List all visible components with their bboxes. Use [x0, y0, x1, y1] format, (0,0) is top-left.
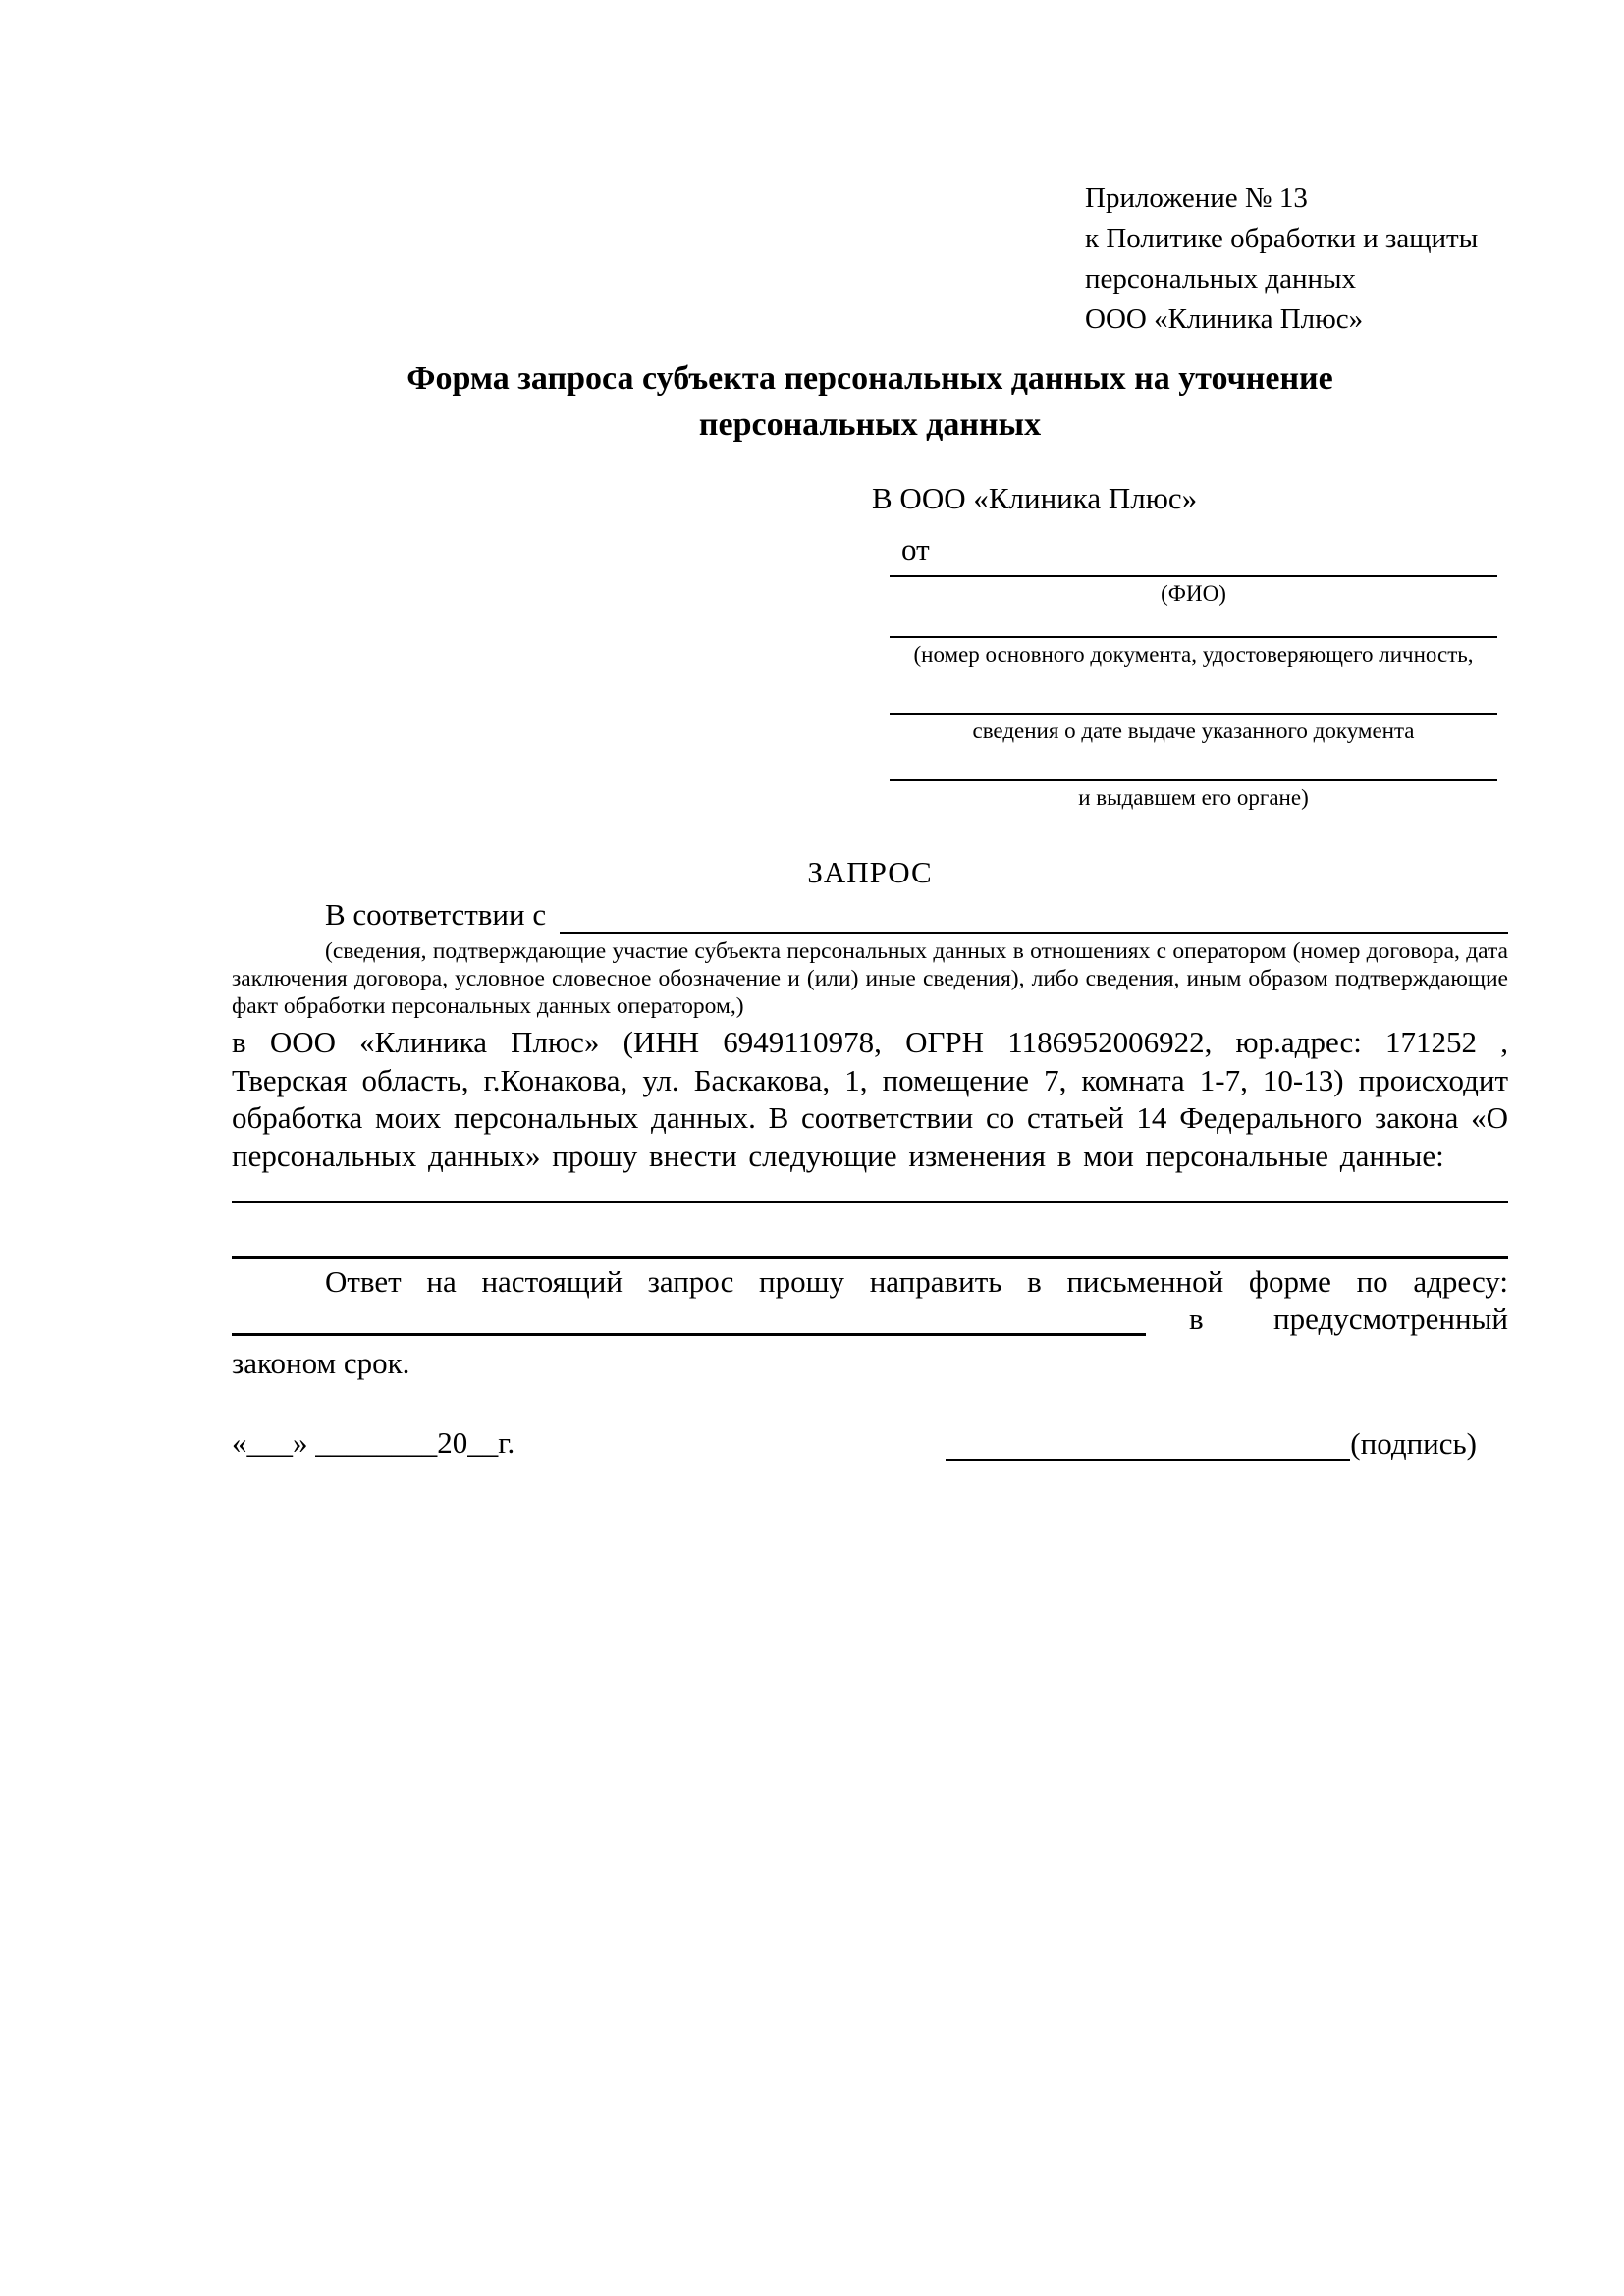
issuing-authority-blank[interactable] — [890, 744, 1497, 781]
issue-date-blank[interactable] — [890, 667, 1497, 715]
issue-date-field — [890, 667, 1497, 744]
page-title-line: персональных данных — [698, 406, 1042, 443]
page-title-line: Форма запроса субъекта персональных данных на уточнение — [406, 360, 1333, 397]
fio-field — [890, 569, 1497, 607]
issuing-authority-caption: и выдавшем его органе) — [1078, 785, 1309, 810]
date-field[interactable]: «___» ________20__г. — [232, 1425, 515, 1460]
changes-blank-line-1[interactable] — [232, 1201, 1508, 1203]
page-title — [232, 355, 1508, 448]
fio-blank[interactable] — [890, 569, 1497, 577]
appendix-block — [1085, 179, 1478, 340]
signature-field — [946, 1427, 1477, 1461]
issue-date-caption: сведения о дате выдаче указанного документа — [972, 719, 1415, 743]
accordance-footnote: (сведения, подтверждающие участие субъекта персональных данных в отношениях с оператором (номер договора, дата заключения договора, условное словесное обозначение и (или) иные сведения), либо сведения, иным образом подтверждающие факт обработки персональных данных оператором,) — [232, 938, 1508, 1019]
document-number-field — [890, 607, 1497, 667]
appendix-line: к Политике обработки и защиты — [1085, 223, 1479, 254]
document-number-blank[interactable] — [890, 607, 1497, 638]
accordance-row — [232, 893, 1508, 934]
request-section — [232, 854, 1508, 1461]
fio-caption: (ФИО) — [1161, 581, 1226, 606]
date-signature-row — [232, 1425, 1508, 1461]
answer-term-line: законом срок. — [232, 1346, 410, 1380]
addressee-from-label: от — [901, 532, 930, 566]
signature-caption: (подпись) — [1350, 1426, 1477, 1461]
document-number-caption: (номер основного документа, удостоверяющего личность, — [913, 642, 1474, 667]
appendix-line: Приложение № 13 — [1085, 183, 1308, 214]
appendix-line: ООО «Клиника Плюс» — [1085, 303, 1364, 335]
answer-address-line: Ответ на настоящий запрос прошу направить в письменной форме по адресу: — [325, 1264, 1508, 1299]
accordance-label: В соответствии с — [325, 897, 547, 932]
appendix-line: персональных данных — [1085, 263, 1357, 294]
answer-address-row — [232, 1301, 1508, 1336]
accordance-blank[interactable] — [560, 896, 1508, 934]
changes-blank-line-2[interactable] — [232, 1256, 1508, 1259]
addressee-to: В ООО «Клиника Плюс» — [872, 481, 1198, 515]
addressee-fields — [890, 569, 1497, 811]
answer-word-v: в — [1189, 1302, 1204, 1336]
request-heading: ЗАПРОС — [807, 855, 933, 889]
answer-address-blank[interactable] — [232, 1304, 1146, 1336]
answer-words — [1146, 1303, 1508, 1336]
request-body-paragraph: в ООО «Клиника Плюс» (ИНН 6949110978, ОГРН 1186952006922, юр.адрес: 171252 , Тверская область, г.Конакова, ул. Баскакова, 1, помещение 7, комната 1-7, 10-13) происходит обработка моих персональных данных. В соответствии со статьей 14 Федерального закона «О персональных данных» прошу внести следующие изменения в мои персональные данные: — [232, 1025, 1508, 1173]
answer-word-predusmotrennyj: предусмотренный — [1273, 1302, 1508, 1336]
addressee-block — [864, 479, 1497, 811]
signature-blank[interactable] — [946, 1429, 1350, 1461]
issuing-authority-field — [890, 744, 1497, 811]
